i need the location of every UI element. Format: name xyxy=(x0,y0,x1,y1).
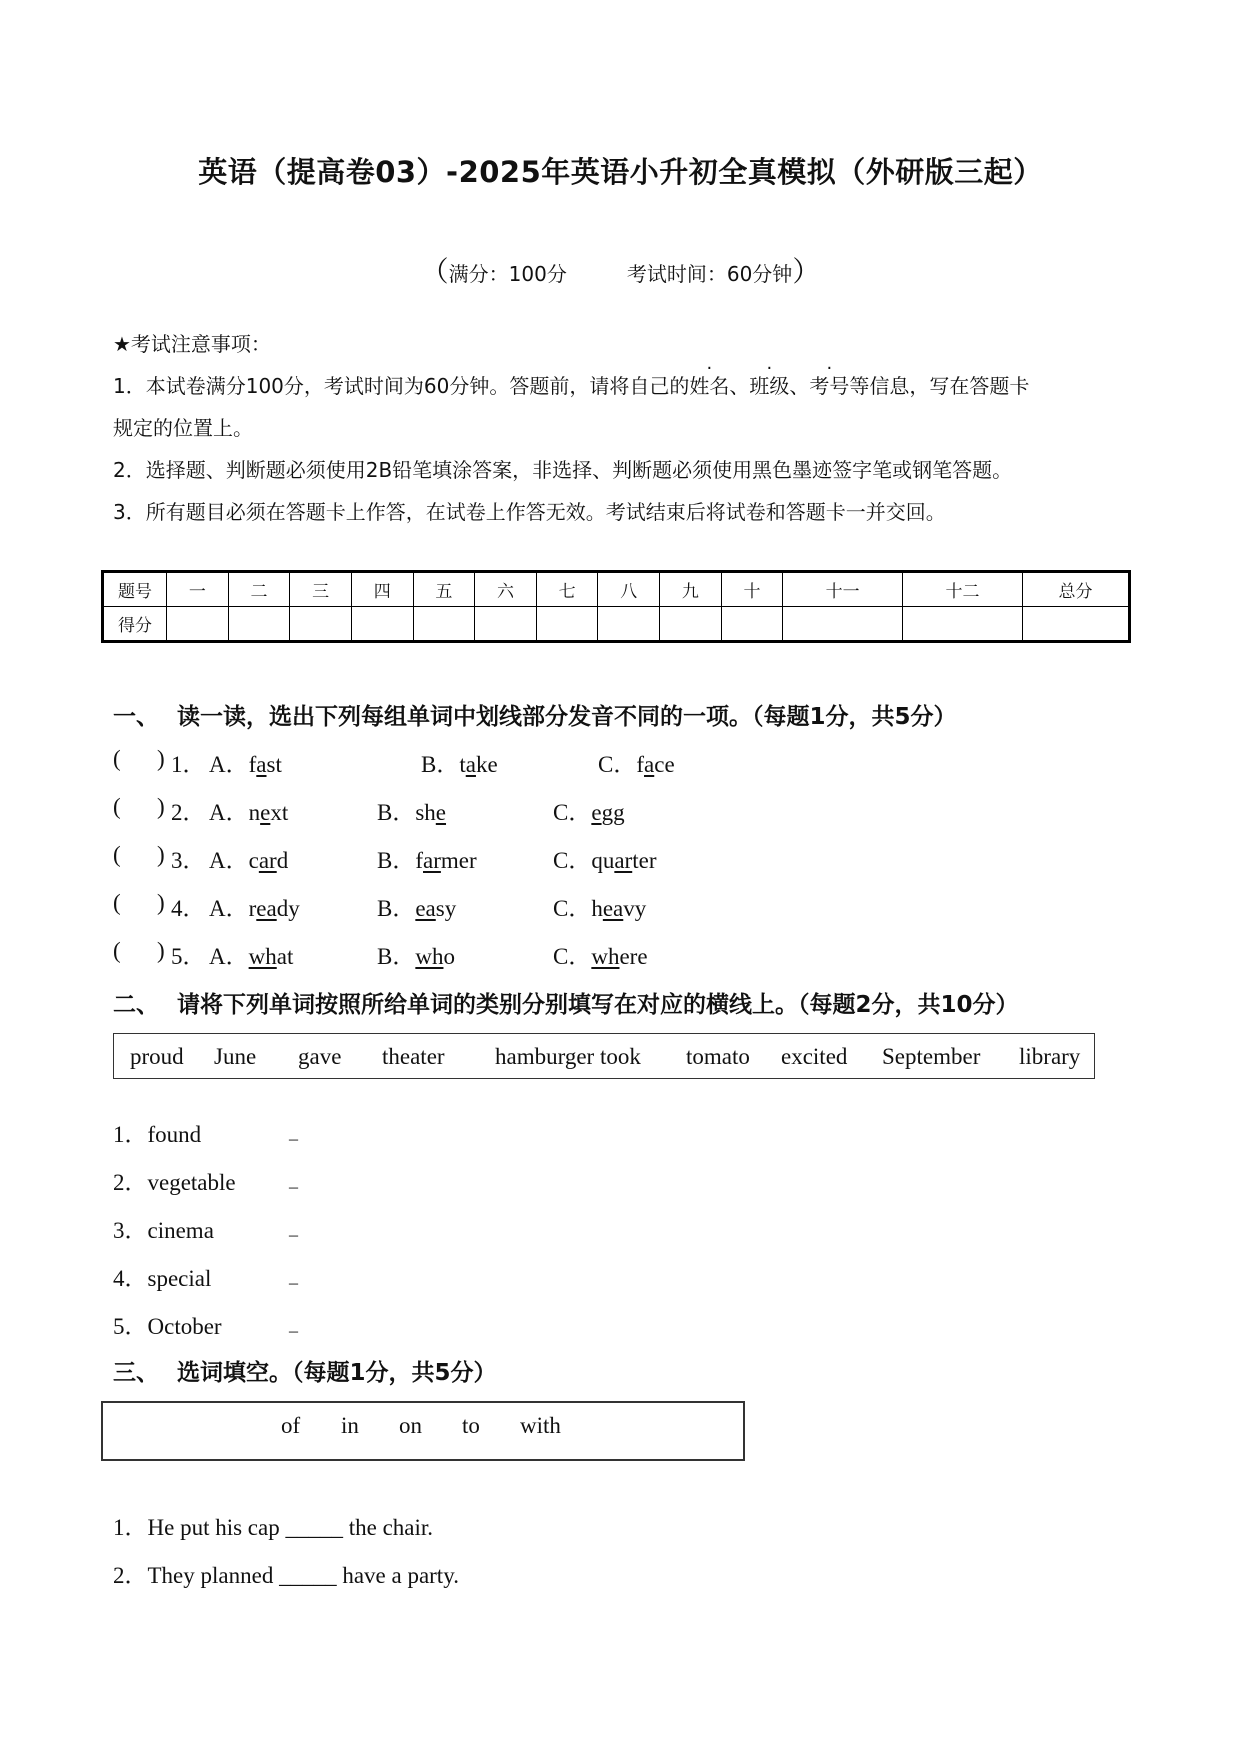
word-bank-box-3 xyxy=(101,1401,745,1461)
word-bank-item: on xyxy=(399,1413,422,1438)
category-word: special xyxy=(147,1266,212,1291)
category-word: October xyxy=(147,1314,222,1339)
option-a: A．what xyxy=(209,944,294,969)
word-bank-item: gave xyxy=(298,1044,342,1069)
score-cell[interactable] xyxy=(413,607,475,642)
category-row xyxy=(113,1260,298,1293)
notice-heading: ★考试注意事项： xyxy=(113,332,271,356)
score-cell[interactable] xyxy=(167,607,229,642)
score-cell[interactable] xyxy=(660,607,722,642)
table-header-cell: 总分 xyxy=(1023,572,1130,607)
category-row xyxy=(113,1116,298,1149)
item-number: 2． xyxy=(113,1170,148,1195)
page-title: 英语（提高卷03）-2025年英语小升初全真模拟（外研版三起） xyxy=(198,155,1043,189)
category-word: cinema xyxy=(147,1218,214,1243)
option-b: B．she xyxy=(377,800,447,825)
underlined-sound: e xyxy=(260,800,271,825)
table-header-cell: 十 xyxy=(721,572,783,607)
section-2-heading: 二、 请将下列单词按照所给单词的类别分别填写在对应的横线上。（每题2分，共10分） xyxy=(113,992,1019,1018)
option-b: B．farmer xyxy=(377,848,477,873)
score-cell[interactable] xyxy=(721,607,783,642)
table-header-cell: 十二 xyxy=(903,572,1023,607)
category-row xyxy=(113,1308,298,1341)
table-header-cell: 四 xyxy=(351,572,413,607)
word-bank-item: June xyxy=(214,1044,257,1069)
option-a: A．fast xyxy=(209,752,282,777)
score-cell[interactable] xyxy=(228,607,290,642)
table-header-cell: 二 xyxy=(228,572,290,607)
table-header-cell: 十一 xyxy=(783,572,903,607)
option-a: A．card xyxy=(209,848,289,873)
table-header-cell: 一 xyxy=(167,572,229,607)
score-cell[interactable] xyxy=(598,607,660,642)
score-table-row xyxy=(103,607,1130,642)
option-c: C．face xyxy=(598,752,675,777)
question-number: 3． xyxy=(171,848,206,873)
table-header-cell: 六 xyxy=(475,572,537,607)
notice-line-2: 2．选择题、判断题必须使用2B铅笔填涂答案，非选择、判断题必须使用黑色墨迹签字笔或钢笔答题。 xyxy=(113,458,1013,482)
item-number: 3． xyxy=(113,1218,148,1243)
option-c: C．where xyxy=(553,944,648,969)
fill-sentence: 2．They planned _____ have a party. xyxy=(113,1563,459,1588)
underlined-sound: wh xyxy=(248,944,277,969)
score-table xyxy=(101,570,1131,643)
emphasis-class: 班级 xyxy=(749,374,790,398)
answer-paren-close: ) xyxy=(157,746,165,771)
emphasis-name: 姓名 xyxy=(689,374,730,398)
notice-line-3: 3．所有题目必须在答题卡上作答，在试卷上作答无效。考试结束后将试卷和答题卡一并交回。 xyxy=(113,500,946,524)
underlined-sound: e xyxy=(435,800,447,825)
word-bank-box xyxy=(113,1033,1095,1079)
section-3-heading: 三、 选词填空。（每题1分，共5分） xyxy=(113,1360,497,1386)
word-bank-item: library xyxy=(1019,1044,1081,1069)
underlined-sound: ar xyxy=(614,848,633,873)
table-header-cell: 五 xyxy=(413,572,475,607)
exam-time: 考试时间：60分钟 xyxy=(626,262,793,286)
answer-paren-close: ) xyxy=(157,938,165,963)
underlined-sound: a xyxy=(465,752,476,777)
score-table-header xyxy=(103,572,1130,607)
answer-paren-close: ) xyxy=(157,890,165,915)
answer-blank[interactable]: _ xyxy=(289,1314,298,1334)
notice-line-1: 1．本试卷满分100分，考试时间为60分钟。答题前，请将自己的姓名、班级、考号等信息，写在答题卡 xyxy=(113,374,1030,398)
answer-paren-open[interactable]: ( xyxy=(113,890,121,915)
emphasis-id: 考号 xyxy=(809,374,850,398)
notice-line-1-cont: 规定的位置上。 xyxy=(113,416,253,440)
word-bank-item: to xyxy=(462,1413,480,1438)
category-word: found xyxy=(147,1122,202,1147)
word-bank-item: theater xyxy=(382,1044,445,1069)
word-bank-item: excited xyxy=(781,1044,848,1069)
fill-sentence: 1．He put his cap _____ the chair. xyxy=(113,1515,434,1540)
score-cell[interactable] xyxy=(290,607,352,642)
option-a: A．ready xyxy=(209,896,300,921)
item-number: 1． xyxy=(113,1122,148,1147)
option-c: C．egg xyxy=(553,800,625,825)
answer-blank[interactable]: _ xyxy=(289,1218,298,1238)
full-score: 满分：100分 xyxy=(448,262,567,286)
score-cell[interactable] xyxy=(1023,607,1130,642)
score-cell[interactable] xyxy=(536,607,598,642)
word-bank-item: proud xyxy=(130,1044,184,1069)
category-word: vegetable xyxy=(147,1170,236,1195)
underlined-sound: e xyxy=(591,800,602,825)
score-cell[interactable] xyxy=(783,607,903,642)
word-bank-item: tomato xyxy=(686,1044,750,1069)
answer-paren-open[interactable]: ( xyxy=(113,794,121,819)
word-bank-item: hamburger took xyxy=(495,1044,641,1069)
underlined-sound: a xyxy=(256,752,267,777)
exam-meta: （满分：100分 考试时间：60分钟） xyxy=(420,255,821,288)
question-number: 5． xyxy=(171,944,206,969)
option-c: C．heavy xyxy=(553,896,647,921)
option-b: B．easy xyxy=(377,896,457,921)
answer-paren-open[interactable]: ( xyxy=(113,842,121,867)
answer-paren-close: ) xyxy=(157,842,165,867)
underlined-sound: ea xyxy=(602,896,624,921)
underlined-sound: ea xyxy=(256,896,277,921)
option-b: B．take xyxy=(421,752,498,777)
table-header-cell: 七 xyxy=(536,572,598,607)
question-number: 1． xyxy=(171,752,206,777)
word-bank-item: September xyxy=(882,1044,981,1069)
table-header-cell: 八 xyxy=(598,572,660,607)
underlined-sound: ea xyxy=(415,896,436,921)
category-row xyxy=(113,1212,298,1245)
section-1-heading: 一、 读一读，选出下列每组单词中划线部分发音不同的一项。（每题1分，共5分） xyxy=(113,704,957,730)
item-number: 5． xyxy=(113,1314,148,1339)
underlined-sound: a xyxy=(644,752,655,777)
underlined-sound: ar xyxy=(258,848,277,873)
item-number: 4． xyxy=(113,1266,148,1291)
option-c: C．quarter xyxy=(553,848,657,873)
answer-blank[interactable]: _ xyxy=(289,1266,298,1286)
answer-paren-close: ) xyxy=(157,794,165,819)
question-number: 4． xyxy=(171,896,206,921)
underlined-sound: wh xyxy=(415,944,444,969)
table-header-cell: 题号 xyxy=(103,572,167,607)
option-a: A．next xyxy=(209,800,289,825)
option-b: B．who xyxy=(377,944,455,969)
word-bank-item: in xyxy=(341,1413,359,1438)
table-header-cell: 三 xyxy=(290,572,352,607)
table-header-cell: 九 xyxy=(660,572,722,607)
category-row xyxy=(113,1164,298,1197)
answer-paren-open[interactable]: ( xyxy=(113,746,121,771)
score-cell[interactable] xyxy=(903,607,1023,642)
underlined-sound: ar xyxy=(423,848,441,873)
answer-paren-open[interactable]: ( xyxy=(113,938,121,963)
underlined-sound: wh xyxy=(591,944,620,969)
question-number: 2． xyxy=(171,800,206,825)
answer-blank[interactable]: _ xyxy=(289,1122,298,1142)
score-cell[interactable] xyxy=(475,607,537,642)
word-bank-item: of xyxy=(281,1413,301,1438)
answer-blank[interactable]: _ xyxy=(289,1170,298,1190)
table-row-label: 得分 xyxy=(103,607,167,642)
score-cell[interactable] xyxy=(351,607,413,642)
word-bank-item: with xyxy=(520,1413,561,1438)
